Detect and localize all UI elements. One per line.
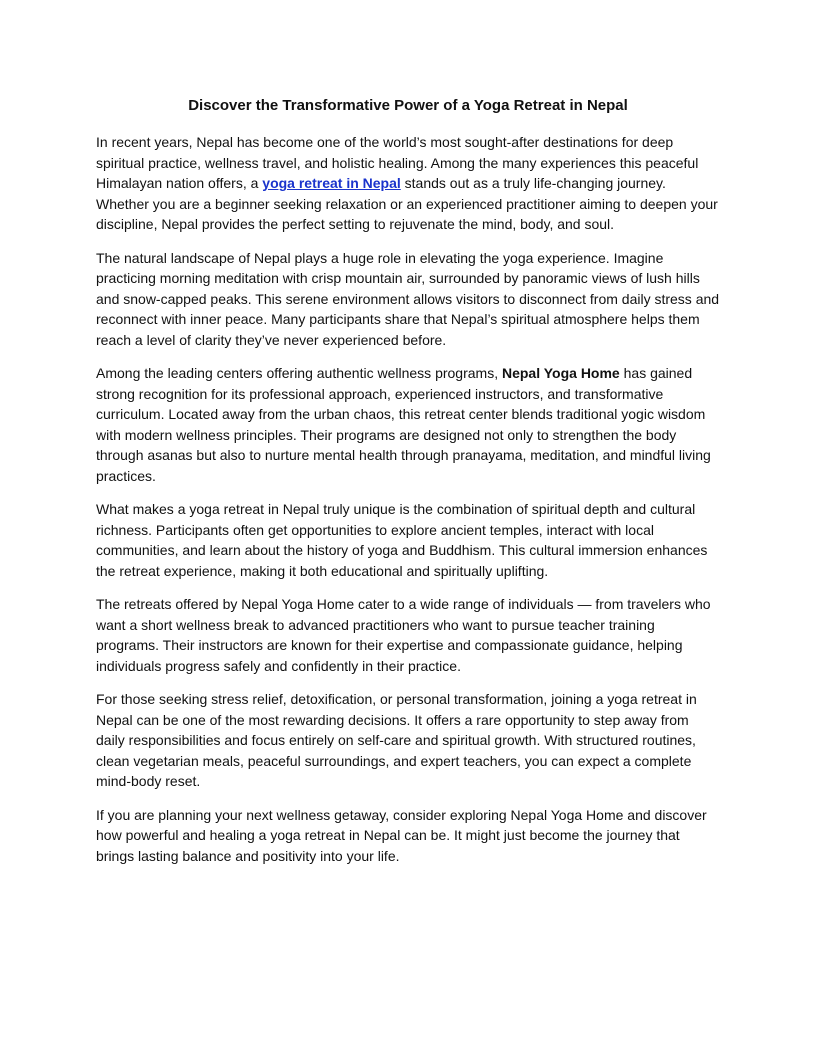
paragraph-retreats: The retreats offered by Nepal Yoga Home cater to a wide range of individuals — from travelers who want a short wellness break to advanced practitioners who want to pursue teacher training programs. Their instructors are known for their expertise and compassionate guidance, helping individuals progress safely and confidently in their practice. — [96, 596, 711, 674]
paragraph-text: Among the leading centers offering authentic wellness programs, — [96, 365, 502, 381]
page-title: Discover the Transformative Power of a Yoga Retreat in Nepal — [188, 97, 628, 114]
bold-brand-name: Nepal Yoga Home — [501, 365, 620, 381]
paragraph-landscape: The natural landscape of Nepal plays a huge role in elevating the yoga experience. Imagine practicing morning meditation with crisp mountain air, surrounded by panoramic views of lush hills and snow-capped peaks. This serene environment allows visitors to disconnect from daily stress and reconnect with inner peace. Many participants share that Nepal’s spiritual atmosphere helps them reach a level of clarity they’ve never experienced before. — [96, 249, 720, 348]
paragraph-text: has gained strong recognition for its professional approach, experienced instructors, and transformative curriculum. Located away from the urban chaos, this retreat center blends traditional yogic wisdom with modern wellness principles. Their programs are designed not only to strengthen the body through asanas but also to nurture mental health through pranayama, meditation, and mindful living practices. — [96, 365, 711, 484]
paragraph-conclusion: If you are planning your next wellness getaway, consider exploring Nepal Yoga Home and discover how powerful and healing a yoga retreat in Nepal can be. It might just become the journey that brings lasting balance and positivity into your life. — [96, 806, 707, 864]
paragraph-benefits: For those seeking stress relief, detoxification, or personal transformation, joining a yoga retreat in Nepal can be one of the most rewarding decisions. It offers a rare opportunity to step away from daily responsibilities and focus entirely on self-care and spiritual growth. With structured routines, clean vegetarian meals, peaceful surroundings, and expert teachers, you can expect a complete mind-body reset. — [96, 691, 697, 789]
paragraph-text: In recent years, Nepal has become one of the world’s most sought-after destinations for deep spiritual practice, wellness travel, and holistic healing. Among the many experiences this peaceful Himalayan nation offers, a — [96, 134, 699, 191]
paragraph-text: stands out as a truly life-changing journey. Whether you are a beginner seeking relaxation or an experienced practitioner aiming to deepen your discipline, Nepal provides the perfect setting to rejuvenate the mind, body, and soul. — [96, 175, 718, 232]
paragraph-centers — [96, 363, 720, 486]
paragraph-intro — [96, 132, 720, 235]
paragraph-unique: What makes a yoga retreat in Nepal truly unique is the combination of spiritual depth and cultural richness. Participants often get opportunities to explore ancient temples, interact with local communities, and learn about the history of yoga and Buddhism. This cultural immersion enhances the retreat experience, making it both educational and spiritually uplifting. — [96, 501, 708, 579]
document-page — [96, 96, 720, 879]
yoga-retreat-link[interactable]: yoga retreat in Nepal — [262, 175, 401, 191]
